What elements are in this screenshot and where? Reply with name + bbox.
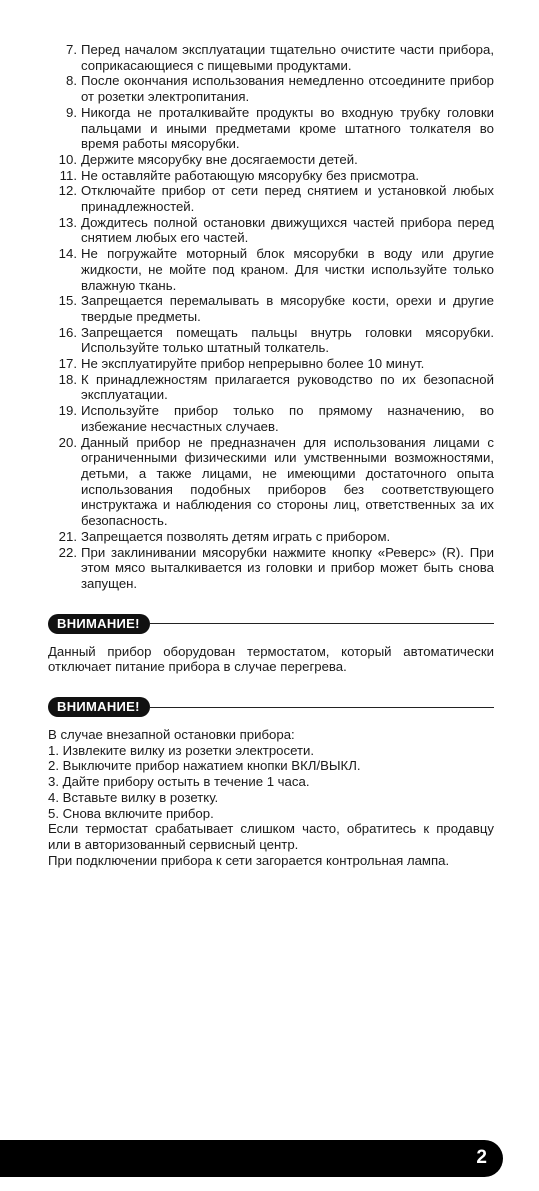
paragraph-line: 5. Снова включите прибор. <box>48 805 214 821</box>
item-text: Запрещается перемалывать в мясорубке кости, орехи и другие твердые предметы. <box>81 293 494 324</box>
list-item <box>48 73 494 104</box>
paragraph-line: 1. Извлеките вилку из розетки электросети. <box>48 742 315 758</box>
divider-line <box>150 707 494 708</box>
item-number: 21. <box>58 528 77 544</box>
list-item <box>48 403 494 434</box>
item-number: 13. <box>58 214 77 230</box>
paragraph-line: 2. Выключите прибор нажатием кнопки ВКЛ/ВЫКЛ. <box>48 758 361 774</box>
list-item <box>48 372 494 403</box>
paragraph-line: 4. Вставьте вилку в розетку. <box>48 789 219 805</box>
item-number: 9. <box>66 104 77 120</box>
item-number: 14. <box>58 246 77 262</box>
list-item <box>48 152 494 168</box>
warning-header <box>48 697 494 717</box>
paragraph-line: Если термостат срабатывает слишком часто, обратитесь к продавцу или в авторизованный сервисный центр. <box>48 821 494 852</box>
item-text: При заклинивании мясорубки нажмите кнопку «Реверс» (R). При этом мясо выталкивается из головки и прибор может быть снова запущен. <box>81 544 494 591</box>
item-text: Данный прибор не предназначен для использования лицами с ограниченными физическими или умственными возможностями, детьми, а также лицами, не имеющими достаточного опыта использования подобных приборов без соответствующего инструктажа и наблюдения со стороны лиц, ответственных за их безопасность. <box>81 434 494 529</box>
item-number: 20. <box>58 434 77 450</box>
item-number: 19. <box>58 403 77 419</box>
list-item <box>48 356 494 372</box>
list-item <box>48 215 494 246</box>
item-text: Держите мясорубку вне досягаемости детей. <box>81 151 358 167</box>
paragraph-line: В случае внезапной остановки прибора: <box>48 727 295 743</box>
item-text: Перед началом эксплуатации тщательно очистите части прибора, соприкасающиеся с пищевыми продуктами. <box>81 42 494 73</box>
list-item <box>48 168 494 184</box>
list-item <box>48 42 494 73</box>
safety-rules-list <box>48 42 494 592</box>
item-text: Запрещается помещать пальцы внутрь головки мясорубки. Используйте только штатный толкатель. <box>81 324 494 356</box>
list-item <box>48 435 494 529</box>
item-number: 8. <box>66 73 77 89</box>
paragraph-line: 3. Дайте прибору остыть в течение 1 часа. <box>48 774 310 790</box>
warning-badge: ВНИМАНИЕ! <box>48 697 150 717</box>
list-item <box>48 183 494 214</box>
item-text: Не оставляйте работающую мясорубку без присмотра. <box>81 167 420 183</box>
item-text: После окончания использования немедленно отсоедините прибор от розетки электропитания. <box>81 73 494 105</box>
warning-badge: ВНИМАНИЕ! <box>48 614 150 634</box>
item-number: 12. <box>58 183 77 199</box>
list-item <box>48 325 494 356</box>
page-number: 2 <box>476 1147 487 1168</box>
item-text: Никогда не проталкивайте продукты во входную трубку головки пальцами и иными предметами кроме штатного толкателя во время работы мясорубки. <box>81 104 494 152</box>
item-number: 18. <box>58 371 77 387</box>
list-item <box>48 246 494 293</box>
list-item <box>48 105 494 152</box>
item-number: 11. <box>59 167 77 183</box>
page-footer-bar <box>0 1140 503 1177</box>
item-number: 10. <box>58 151 77 167</box>
item-text: Не погружайте моторный блок мясорубки в воду или другие жидкости, не мойте под краном. Для чистки используйте только влажную ткань. <box>81 246 494 293</box>
item-number: 15. <box>58 293 77 309</box>
item-number: 7. <box>66 42 77 57</box>
list-item <box>48 545 494 592</box>
item-number: 22. <box>58 544 77 560</box>
item-text: К принадлежностям прилагается руководство по их безопасной эксплуатации. <box>81 371 494 403</box>
thermostat-paragraph: Данный прибор оборудован термостатом, который автоматически отключает питание прибора в случае перегрева. <box>48 643 494 675</box>
divider-line <box>150 623 494 624</box>
item-text: Запрещается позволять детям играть с прибором. <box>81 528 391 544</box>
list-item <box>48 529 494 545</box>
item-number: 16. <box>58 324 77 340</box>
item-text: Дождитесь полной остановки движущихся частей прибора перед снятием любых его частей. <box>81 214 494 246</box>
item-number: 17. <box>58 356 77 372</box>
page-content <box>48 42 494 868</box>
item-text: Отключайте прибор от сети перед снятием и установкой любых принадлежностей. <box>81 183 494 215</box>
paragraph-line: При подключении прибора к сети загорается контрольная лампа. <box>48 852 450 868</box>
warning-header <box>48 614 494 634</box>
item-text: Используйте прибор только по прямому назначению, во избежание несчастных случаев. <box>81 403 494 434</box>
list-item <box>48 293 494 324</box>
item-text: Не эксплуатируйте прибор непрерывно более 10 минут. <box>81 356 425 372</box>
